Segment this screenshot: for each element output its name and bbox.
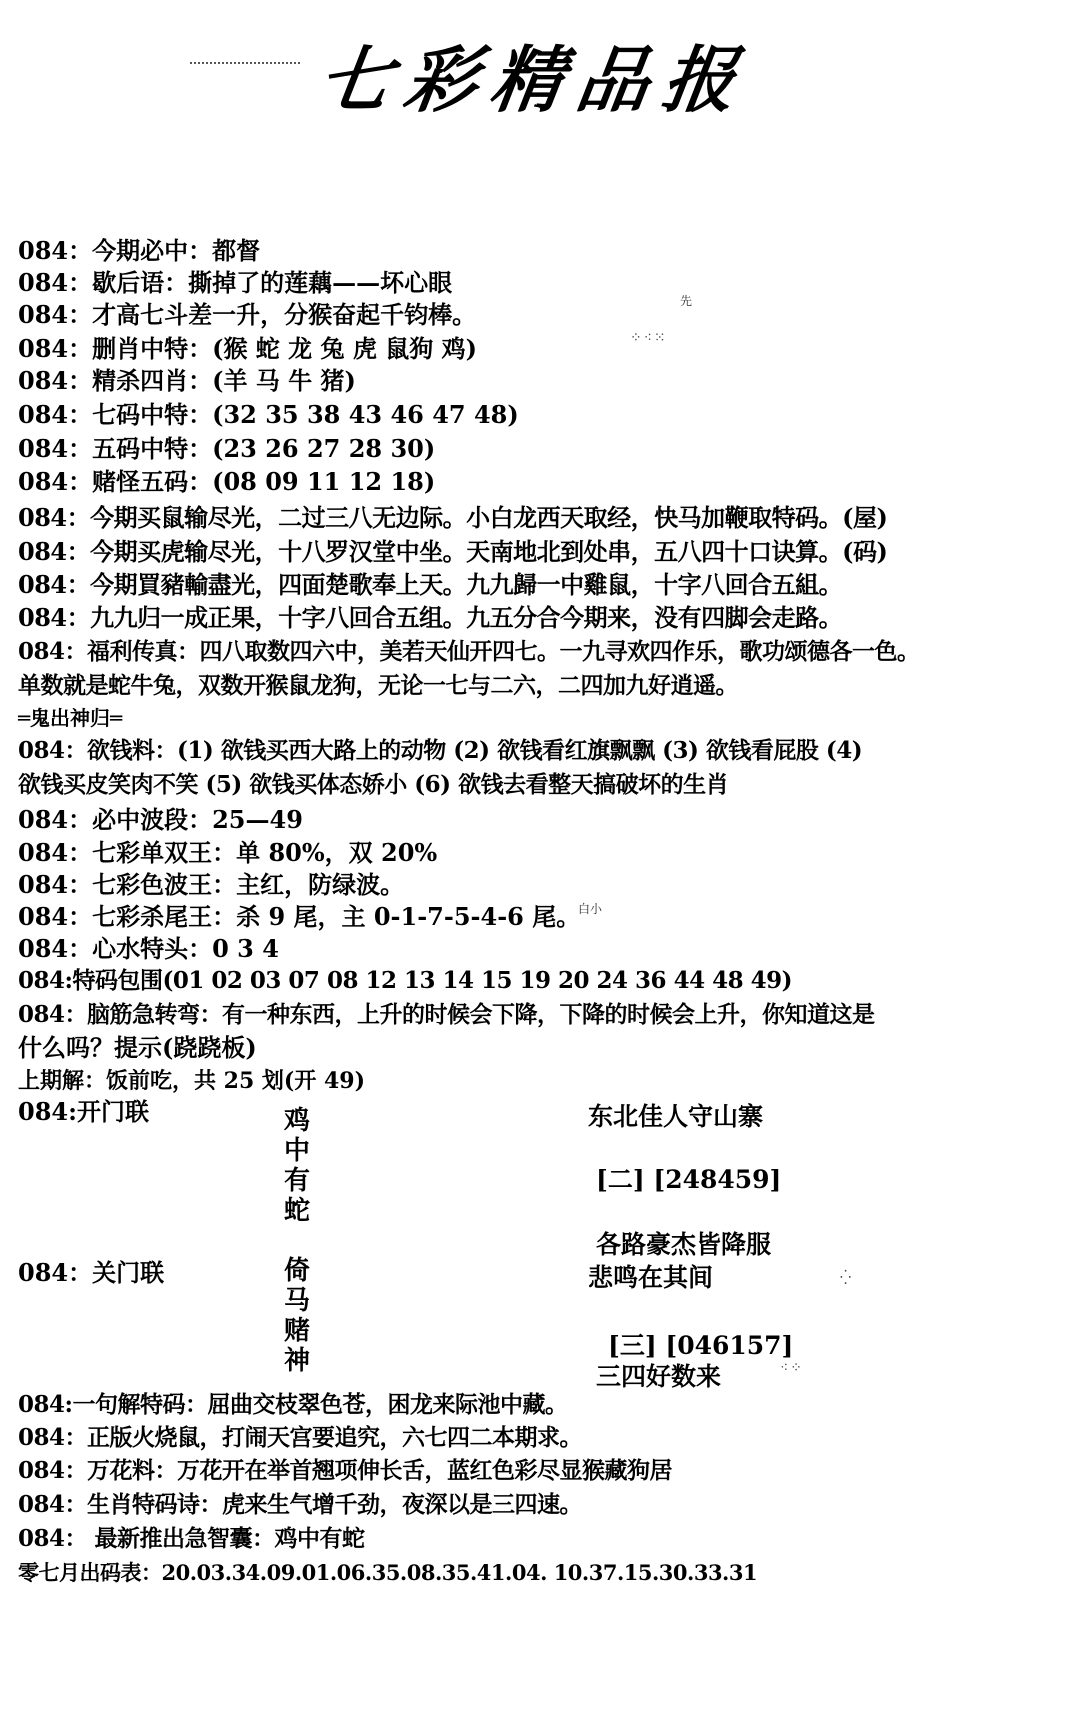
char: 中: [283, 1136, 310, 1166]
text-line: 084：欲钱料：(1) 欲钱买西大路上的动物 (2) 欲钱看红旗飘飘 (3) 欲钱看屁股 (4): [18, 737, 863, 764]
text-line: 084：精杀四肖：(羊 马 牛 猪): [18, 366, 356, 395]
note-baixiao: 白小: [578, 902, 603, 916]
char: 神: [283, 1346, 310, 1376]
text-line: 084： 最新推出急智囊：鸡中有蛇: [18, 1525, 365, 1552]
page-title: 七彩精品报: [313, 37, 756, 122]
couplet-close-label: 084：关门联: [18, 1258, 165, 1287]
text-line: 084：赌怪五码：(08 09 11 12 18): [18, 467, 436, 496]
scan-noise: ⁖⁘: [780, 1360, 804, 1376]
text-line: 零七月出码表：20.03.34.09.01.06.35.08.35.41.04. 10.37.15.30.33.31: [18, 1560, 758, 1585]
text-line: 084：脑筋急转弯：有一种东西，上升的时候会下降，下降的时候会上升，你知道这是: [18, 1001, 875, 1028]
text-line: 084：今期買豬輸盡光，四面楚歌奉上天。九九歸一中雞鼠，十字八回合五組。: [18, 570, 843, 599]
couplet-open-right-top: 东北佳人守山寨: [588, 1102, 764, 1131]
text-line: 084：七码中特：(32 35 38 43 46 47 48): [18, 400, 519, 429]
couplet-open-vertical: [282, 1106, 312, 1226]
text-line: 084：七彩色波王：主红，防绿波。: [18, 870, 405, 899]
text-line: 084:特码包围(01 02 03 07 08 12 13 14 15 19 20 24 36 44 48 49): [18, 967, 792, 994]
text-line: 084：今期买鼠输尽光，二过三八无边际。小白龙西天取经，快马加鞭取特码。(屋): [18, 503, 888, 532]
text-line: 084：万花料：万花开在举首翘项伸长舌，蓝红色彩尽显猴藏狗居: [18, 1457, 673, 1484]
text-line: 上期解：饭前吃，共 25 划(开 49): [18, 1068, 366, 1094]
couplet-close-vertical: [282, 1256, 312, 1376]
text-line: 单数就是蛇牛兔，双数开猴鼠龙狗，无论一七与二六，二四加九好逍遥。: [18, 672, 738, 699]
text-line: 084：七彩单双王：单 80%，双 20%: [18, 838, 438, 867]
couplet-close-right-top: 各路豪杰皆降服: [596, 1230, 772, 1259]
text-line: 084：福利传真：四八取数四六中，美若天仙开四七。一九寻欢四作乐，歌功颂德各一色。: [18, 638, 920, 665]
text-line: 084：七彩杀尾王：杀 9 尾，主 0-1-7-5-4-6 尾。: [18, 902, 581, 931]
text-line: 084:一句解特码：屈曲交枝翠色苍，困龙来际池中藏。: [18, 1391, 568, 1418]
text-line: 084：正版火烧鼠，打闹天宫要追究，六七四二本期求。: [18, 1424, 583, 1451]
char: 蛇: [283, 1196, 310, 1226]
text-line: 084：必中波段：25—49: [18, 805, 303, 834]
text-line: 084：今期必中：都督: [18, 236, 261, 265]
section-divider: ═鬼出神归═: [18, 706, 123, 730]
text-line: 084：五码中特：(23 26 27 28 30): [18, 434, 436, 463]
text-line: 什么吗？提示(跷跷板): [18, 1033, 257, 1062]
couplet-close-code: [三] [046157]: [608, 1331, 794, 1360]
note-xian: 先: [680, 294, 693, 308]
char: 倚: [283, 1256, 310, 1286]
couplet-open-label: 084:开门联: [18, 1097, 149, 1126]
text-line: 欲钱买皮笑肉不笑 (5) 欲钱买体态娇小 (6) 欲钱去看整天搞破坏的生肖: [18, 771, 729, 798]
text-line: 084：今期买虎输尽光，十八罗汉堂中坐。天南地北到处串，五八四十口诀算。(码): [18, 537, 888, 566]
char: 马: [283, 1286, 310, 1316]
text-line: 084：歇后语：撕掉了的莲藕——坏心眼: [18, 268, 453, 297]
text-line: 084：删肖中特：(猴 蛇 龙 兔 虎 鼠狗 鸡): [18, 334, 477, 363]
couplet-open-code: [二] [248459]: [596, 1165, 782, 1194]
text-line: 084：九九归一成正果，十字八回合五组。九五分合今期来，没有四脚会走路。: [18, 603, 843, 632]
couplet-close-right-bottom: 三四好数来: [596, 1362, 722, 1391]
scan-noise: ⁛: [840, 1270, 854, 1286]
text-line: 084：心水特头：0 3 4: [18, 934, 279, 963]
char: 有: [283, 1166, 310, 1196]
char: 鸡: [283, 1106, 310, 1136]
text-line: 084：生肖特码诗：虎来生气增千劲，夜深以是三四速。: [18, 1491, 583, 1518]
char: 赌: [283, 1316, 310, 1346]
scan-noise: ⁘⁖⁙: [630, 330, 668, 346]
couplet-close-right-mid: 悲鸣在其间: [588, 1263, 714, 1292]
title-rule: [190, 62, 300, 64]
text-line: 084：才高七斗差一升，分猴奋起千钧棒。: [18, 300, 477, 329]
